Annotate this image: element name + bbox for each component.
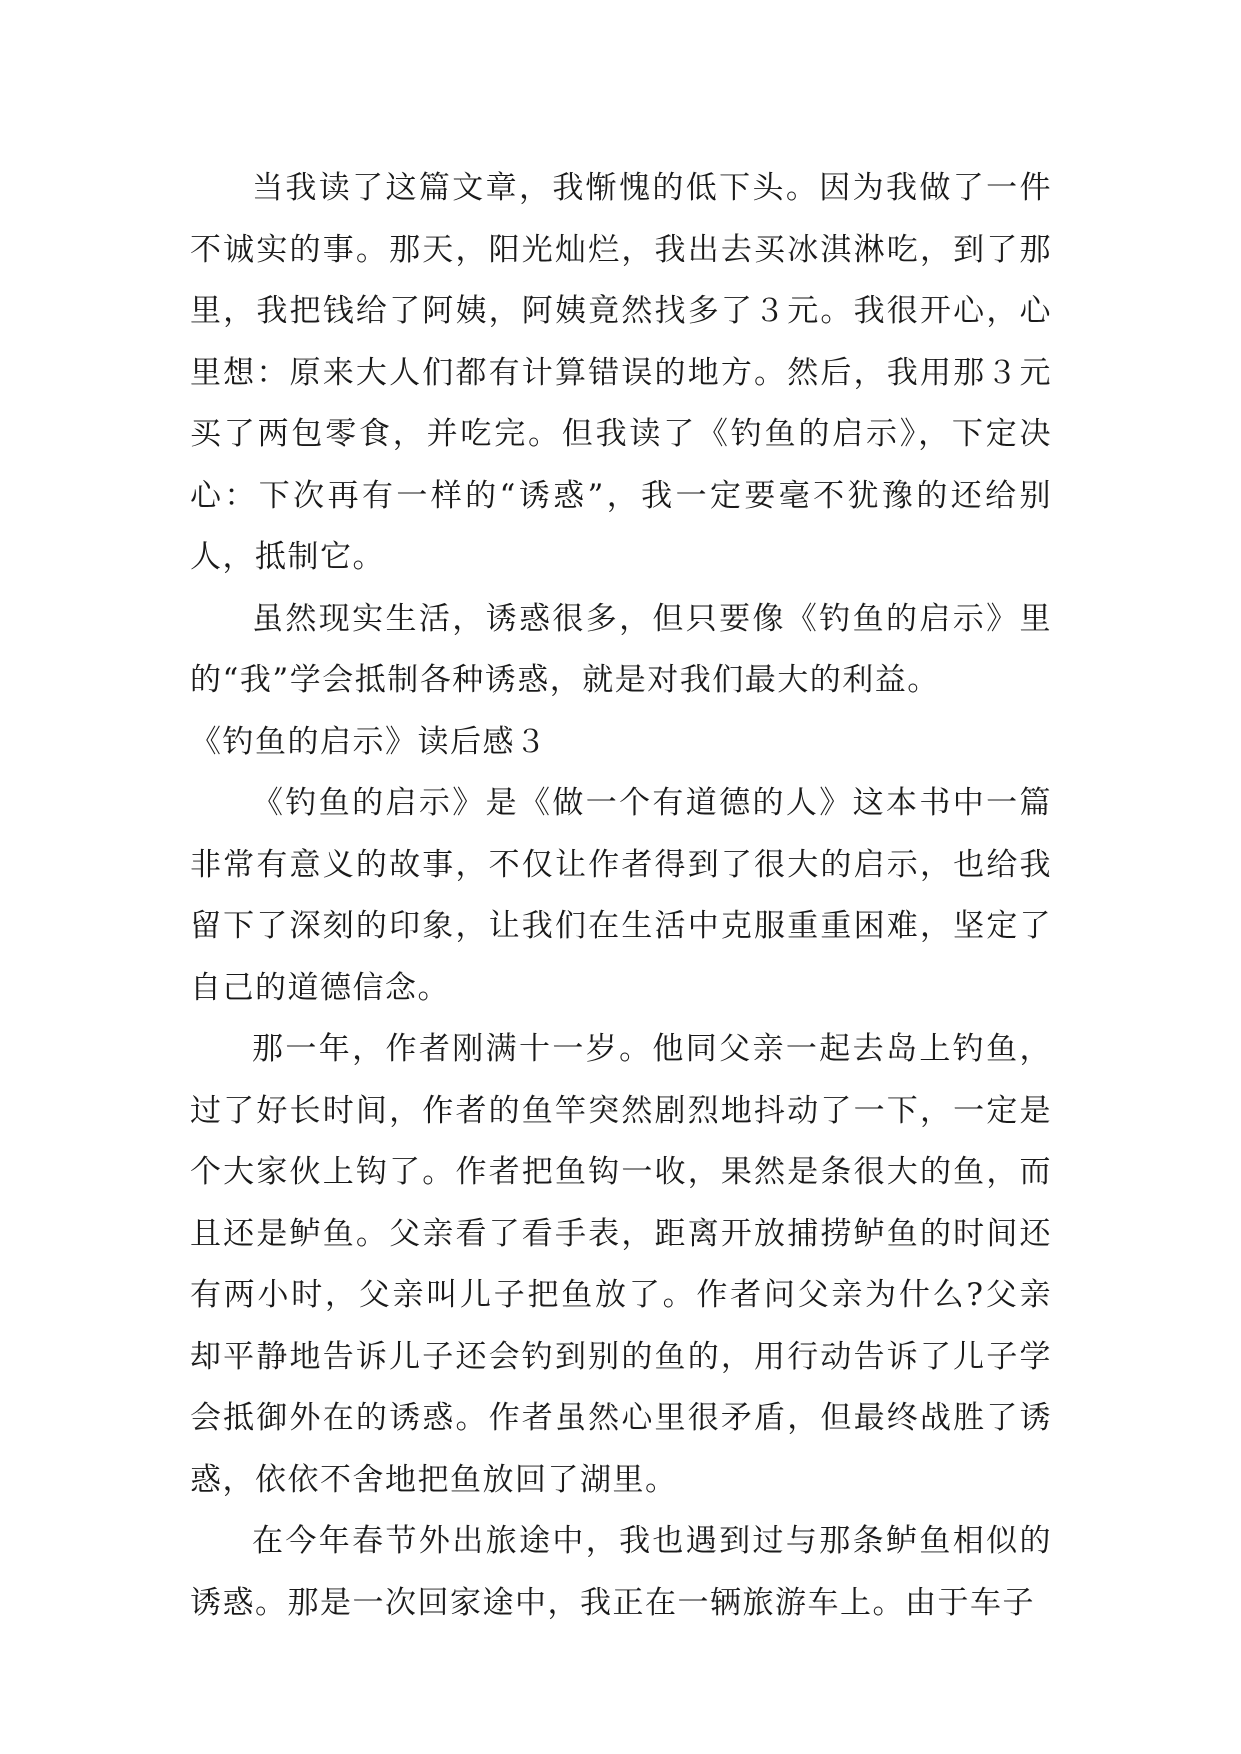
document-body [190,158,1052,1634]
paragraph-intro: 《钓鱼的启示》是《做一个有道德的人》这本书中一篇非常有意义的故事，不仅让作者得到了很大的启示，也给我留下了深刻的印象，让我们在生活中克服重重困难，坚定了自己的道德信念。 [190,785,1052,1006]
section-heading: 《钓鱼的启示》读后感３ [190,723,548,760]
paragraph-temptation: 虽然现实生活，诱惑很多，但只要像《钓鱼的启示》里的“我”学会抵制各种诱惑，就是对我们最大的利益。 [190,600,1052,698]
paragraph-journey: 在今年春节外出旅途中，我也遇到过与那条鲈鱼相似的诱惑。那是一次回家途中，我正在一辆旅游车上。由于车子 [190,1523,1052,1621]
paragraph-shame: 当我读了这篇文章，我惭愧的低下头。因为我做了一件不诚实的事。那天，阳光灿烂，我出去买冰淇淋吃，到了那里，我把钱给了阿姨，阿姨竟然找多了３元。我很开心，心里想：原来大人们都有计算错误的地方。然后，我用那３元买了两包零食，并吃完。但我读了《钓鱼的启示》，下定决心：下次再有一样的“诱惑”，我一定要毫不犹豫的还给别人，抵制它。 [190,170,1052,575]
paragraph-story: 那一年，作者刚满十一岁。他同父亲一起去岛上钓鱼，过了好长时间，作者的鱼竿突然剧烈地抖动了一下，一定是个大家伙上钩了。作者把鱼钩一收，果然是条很大的鱼，而且还是鲈鱼。父亲看了看手表，距离开放捕捞鲈鱼的时间还有两小时，父亲叫儿子把鱼放了。作者问父亲为什么?父亲却平静地告诉儿子还会钓到别的鱼的，用行动告诉了儿子学会抵御外在的诱惑。作者虽然心里很矛盾，但最终战胜了诱惑，依依不舍地把鱼放回了湖里。 [190,1031,1052,1498]
